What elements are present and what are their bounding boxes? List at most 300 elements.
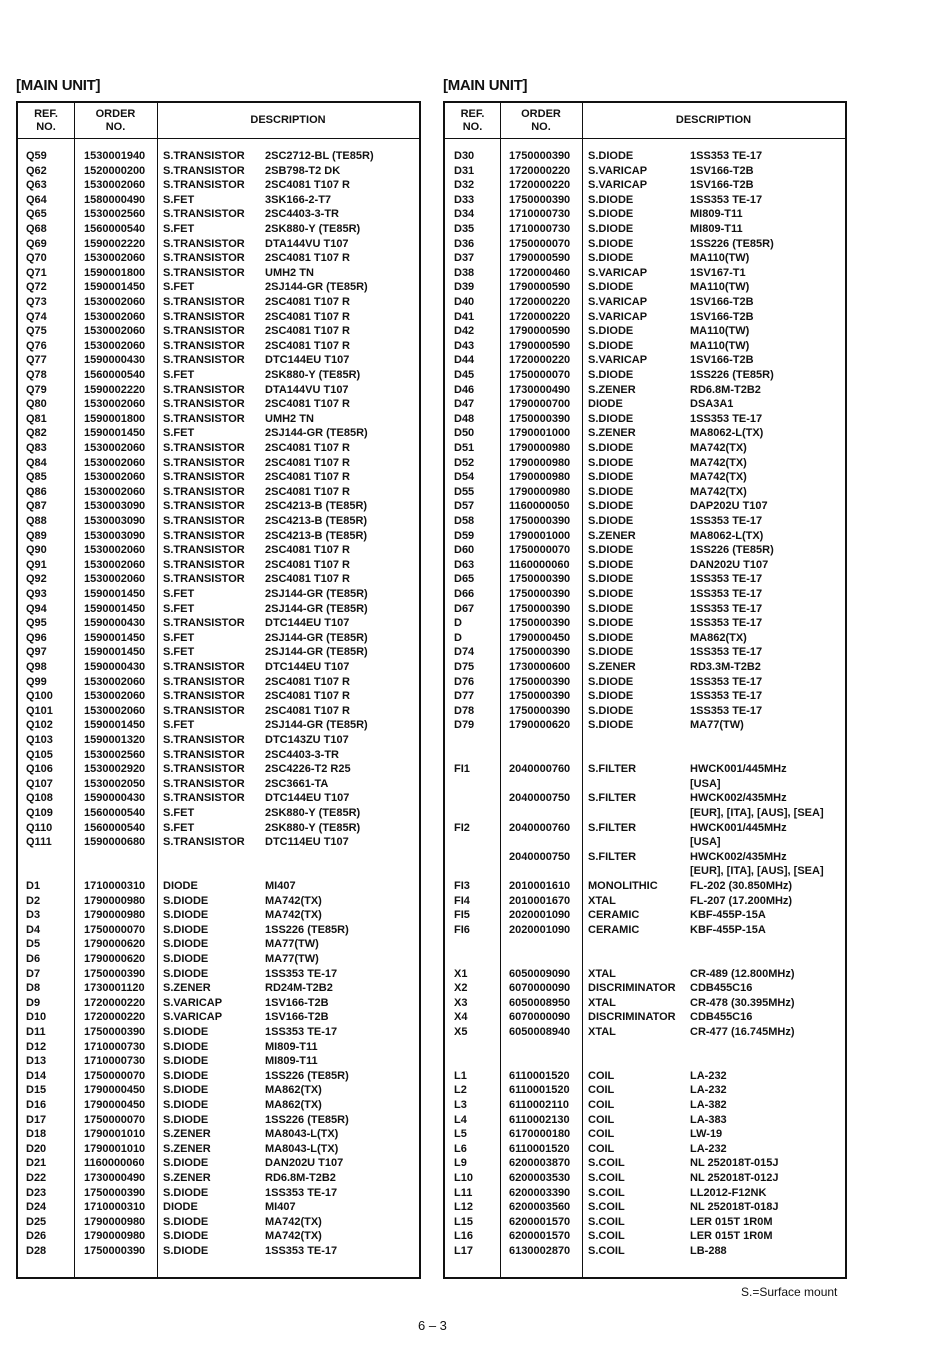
order-no-cell: 1560000540: [84, 821, 146, 834]
header-divider: [18, 138, 419, 139]
part-number-cell: MA77(TW): [690, 719, 744, 732]
ref-no-cell: L3: [454, 1099, 467, 1111]
ref-no-cell: D74: [454, 646, 475, 659]
table-row: [445, 514, 845, 529]
part-number-cell: UMH2 TN: [265, 266, 314, 279]
part-number-cell: 1SS226 (TE85R): [265, 1069, 349, 1082]
order-no-cell: 1590001320: [84, 734, 146, 746]
table-row: [445, 353, 845, 368]
part-type-cell: S.TRANSISTOR: [163, 515, 245, 527]
ref-no-cell: D54: [454, 471, 475, 484]
table-row: [18, 1127, 419, 1142]
part-number-cell: 1SS353 TE-17: [690, 617, 763, 630]
part-number-cell: MA8043-L(TX): [265, 1142, 339, 1155]
part-number-cell: MI809-T11: [265, 1040, 318, 1053]
order-no-cell: 1750000390: [509, 675, 571, 688]
order-no-cell: 1590000430: [84, 661, 146, 673]
part-number-cell: 1SS353 TE-17: [690, 150, 763, 162]
table-row: [445, 222, 845, 237]
order-no-cell: 1750000070: [84, 923, 146, 936]
order-no-cell: 1720000220: [509, 164, 571, 177]
order-no-cell: 2040000750: [509, 850, 571, 863]
order-no-cell: 1530002560: [84, 748, 146, 761]
order-no-cell: 1790001010: [84, 1128, 146, 1141]
part-number-cell: 1SS353 TE-17: [690, 412, 763, 425]
ref-no-cell: Q62: [26, 164, 47, 177]
part-type-cell: S.TRANSISTOR: [163, 164, 245, 177]
order-no-cell: 1750000390: [509, 690, 571, 703]
part-type-cell: S.DIODE: [163, 1186, 209, 1199]
ref-no-cell: Q101: [26, 704, 53, 717]
order-no-cell: 1590001800: [84, 412, 146, 425]
order-no-cell: 1530002060: [84, 325, 146, 338]
part-number-cell: 1SS226 (TE85R): [265, 1113, 349, 1126]
part-number-cell: [USA]: [690, 836, 721, 849]
order-no-cell: 2010001610: [509, 880, 571, 892]
table-row: [18, 353, 419, 368]
table-row: [445, 908, 845, 923]
order-no-cell: 1750000390: [509, 646, 571, 659]
order-no-cell: 6110001520: [509, 1142, 570, 1155]
ref-no-cell: Q88: [26, 515, 47, 527]
ref-no-cell: D16: [26, 1099, 47, 1111]
order-no-cell: 1790000980: [509, 456, 571, 469]
part-type-cell: S.COIL: [588, 1215, 625, 1228]
part-number-cell: 1SS353 TE-17: [690, 646, 763, 659]
part-type-cell: S.TRANSISTOR: [163, 442, 245, 454]
table-row: [445, 996, 845, 1011]
part-type-cell: DIODE: [163, 1201, 198, 1214]
part-number-cell: NL 252018T-018J: [690, 1201, 779, 1214]
order-no-cell: 1750000390: [509, 617, 571, 630]
ref-no-cell: D18: [26, 1128, 47, 1141]
part-type-cell: S.FET: [163, 193, 195, 206]
ref-no-cell: D77: [454, 690, 475, 703]
right-parts-table: [443, 101, 847, 1279]
ref-no-cell: D17: [26, 1113, 47, 1126]
part-type-cell: S.TRANSISTOR: [163, 325, 245, 338]
table-row: [18, 1229, 419, 1244]
part-type-cell: S.DIODE: [588, 544, 634, 557]
part-type-cell: S.DIODE: [588, 325, 634, 338]
order-no-cell: 1790000980: [509, 485, 571, 498]
part-type-cell: S.DIODE: [163, 1055, 209, 1068]
ref-no-cell: Q83: [26, 442, 47, 454]
part-type-cell: S.DIODE: [588, 208, 634, 221]
ref-no-cell: D44: [454, 354, 475, 367]
table-row: [445, 631, 845, 646]
order-no-cell: 1590000430: [84, 354, 146, 367]
order-no-cell: 1710000310: [84, 880, 146, 892]
order-no-cell: 1750000390: [84, 1245, 146, 1257]
order-no-cell: 1790001000: [509, 427, 571, 440]
part-number-cell: 2SJ144-GR (TE85R): [265, 588, 368, 600]
ref-no-cell: D47: [454, 398, 475, 411]
table-row: [445, 251, 845, 266]
table-row: [18, 499, 419, 514]
part-number-cell: LER 015T 1R0M: [690, 1230, 773, 1243]
part-type-cell: S.VARICAP: [588, 310, 648, 323]
table-row: [445, 894, 845, 909]
part-type-cell: S.TRANSISTOR: [163, 617, 245, 630]
order-no-cell: 1750000390: [84, 1186, 146, 1199]
part-type-cell: COIL: [588, 1128, 615, 1141]
order-no-cell: 1560000540: [84, 369, 146, 381]
order-no-cell: 1590001450: [84, 631, 146, 644]
part-type-cell: S.DIODE: [588, 675, 634, 688]
part-number-cell: 2SC4213-B (TE85R): [265, 500, 368, 513]
part-type-cell: S.DIODE: [588, 690, 634, 703]
table-row: [445, 178, 845, 193]
part-number-cell: 2SB798-T2 DK: [265, 164, 341, 177]
order-no-cell: 6200001570: [509, 1215, 571, 1228]
ref-no-cell: Q100: [26, 690, 53, 703]
table-row: [18, 1156, 419, 1171]
part-type-cell: COIL: [588, 1084, 615, 1097]
part-number-cell: 2SC4081 T107 R: [265, 544, 350, 557]
part-number-cell: 2SC4226-T2 R25: [265, 763, 351, 776]
table-row: [18, 222, 419, 237]
order-no-cell: 1790000590: [509, 325, 571, 338]
part-type-cell: S.FET: [163, 807, 195, 819]
part-type-cell: S.FET: [163, 588, 195, 600]
order-no-cell: 1720000460: [509, 266, 571, 279]
table-row: [445, 864, 845, 879]
order-no-cell: 1530003090: [84, 500, 146, 513]
part-type-cell: MONOLITHIC: [588, 880, 658, 892]
part-number-cell: 1SV166-T2B: [690, 179, 754, 192]
ref-no-cell: Q106: [26, 763, 53, 776]
table-row: [18, 426, 419, 441]
order-no-cell: 1530002060: [84, 179, 146, 192]
order-no-cell: 1790000450: [84, 1099, 146, 1111]
part-type-cell: S.FILTER: [588, 763, 637, 776]
part-number-cell: 2SJ144-GR (TE85R): [265, 646, 368, 659]
part-number-cell: RD24M-T2B2: [265, 982, 333, 995]
table-row: [445, 748, 845, 763]
part-number-cell: MI407: [265, 880, 296, 892]
ref-no-cell: Q87: [26, 500, 47, 513]
table-row: [18, 149, 419, 164]
part-number-cell: MA8062-L(TX): [690, 529, 764, 542]
table-row: [445, 456, 845, 471]
table-row: [445, 470, 845, 485]
part-number-cell: CR-489 (12.800MHz): [690, 967, 795, 980]
ref-no-cell: Q64: [26, 193, 47, 206]
ref-no-cell: D34: [454, 208, 475, 221]
order-no-cell: 1790000450: [84, 1084, 146, 1097]
order-no-header: [500, 103, 582, 138]
ref-no-cell: X5: [454, 1026, 468, 1038]
table-row: [445, 558, 845, 573]
part-number-cell: MA8043-L(TX): [265, 1128, 339, 1141]
table-row: [18, 879, 419, 894]
part-type-cell: S.FET: [163, 602, 195, 615]
part-number-cell: DAP202U T107: [690, 500, 768, 513]
order-no-cell: 1530002050: [84, 777, 146, 790]
right-panel-title: [MAIN UNIT]: [443, 77, 528, 94]
part-number-cell: 2SC4081 T107 R: [265, 325, 350, 338]
description-header: [157, 103, 419, 138]
part-type-cell: S.COIL: [588, 1230, 625, 1243]
ref-no-cell: Q107: [26, 777, 53, 790]
table-row: [18, 164, 419, 179]
ref-no-cell: D51: [454, 442, 475, 454]
part-number-cell: FL-202 (30.850MHz): [690, 880, 793, 892]
part-type-cell: S.FET: [163, 719, 195, 732]
ref-no-cell: D30: [454, 150, 475, 162]
table-row: [445, 1215, 845, 1230]
ref-no-cell: D25: [26, 1215, 47, 1228]
part-number-cell: 1SS353 TE-17: [690, 515, 763, 527]
part-number-cell: LW-19: [690, 1128, 723, 1141]
order-header-line2: NO.: [105, 120, 126, 133]
table-row: [18, 835, 419, 850]
ref-no-cell: D60: [454, 544, 475, 557]
part-type-cell: S.DIODE: [588, 237, 634, 250]
part-type-cell: S.FET: [163, 646, 195, 659]
part-number-cell: 1SS226 (TE85R): [690, 237, 774, 250]
table-row: [445, 237, 845, 252]
order-no-cell: 1530002060: [84, 690, 146, 703]
part-type-cell: XTAL: [588, 894, 616, 907]
table-row: [18, 1025, 419, 1040]
order-no-cell: 1590002220: [84, 237, 146, 250]
ref-no-cell: D10: [26, 1011, 47, 1024]
surface-mount-footnote: S.=Surface mount: [741, 1285, 838, 1299]
ref-no-cell: D32: [454, 179, 475, 192]
part-type-cell: S.TRANSISTOR: [163, 150, 245, 162]
part-type-cell: S.DIODE: [163, 1069, 209, 1082]
ref-no-cell: Q59: [26, 150, 47, 162]
part-type-cell: S.ZENER: [588, 427, 636, 440]
order-no-cell: 6050008940: [509, 1026, 571, 1038]
table-row: [18, 967, 419, 982]
part-number-cell: FL-207 (17.200MHz): [690, 894, 793, 907]
ref-no-cell: L6: [454, 1142, 467, 1155]
table-row: [445, 543, 845, 558]
table-row: [18, 631, 419, 646]
part-number-cell: [USA]: [690, 777, 721, 790]
part-type-cell: S.DIODE: [163, 1099, 209, 1111]
table-row: [445, 1098, 845, 1113]
order-no-cell: 6200003390: [509, 1186, 571, 1199]
table-row: [18, 718, 419, 733]
order-no-cell: 2040000760: [509, 763, 571, 776]
table-row: [18, 266, 419, 281]
table-row: [445, 1127, 845, 1142]
part-number-cell: 2SC4081 T107 R: [265, 573, 350, 586]
table-row: [18, 383, 419, 398]
ref-no-cell: L5: [454, 1128, 467, 1141]
part-type-cell: S.TRANSISTOR: [163, 310, 245, 323]
table-row: [445, 324, 845, 339]
part-type-cell: S.DIODE: [163, 938, 209, 951]
part-number-cell: NL 252018T-012J: [690, 1172, 779, 1184]
part-type-cell: S.VARICAP: [163, 1011, 223, 1024]
table-row: [18, 821, 419, 836]
table-row: [445, 280, 845, 295]
table-row: [18, 660, 419, 675]
part-number-cell: CDB455C16: [690, 982, 753, 995]
part-type-cell: S.DIODE: [588, 602, 634, 615]
order-no-cell: 1160000060: [84, 1157, 145, 1170]
part-number-cell: 2SC4081 T107 R: [265, 456, 350, 469]
order-no-cell: 1530003090: [84, 529, 146, 542]
ref-no-cell: Q71: [26, 266, 47, 279]
order-no-cell: 6130002870: [509, 1245, 571, 1257]
part-number-cell: MI809-T11: [265, 1055, 318, 1068]
order-no-cell: 6070000090: [509, 982, 571, 995]
part-number-cell: 1SS353 TE-17: [265, 967, 338, 980]
table-row: [18, 1142, 419, 1157]
part-type-cell: S.TRANSISTOR: [163, 792, 245, 805]
part-number-cell: 1SS353 TE-17: [265, 1245, 338, 1257]
part-type-cell: S.DIODE: [588, 500, 634, 513]
part-number-cell: CR-477 (16.745MHz): [690, 1026, 795, 1038]
part-type-cell: S.FILTER: [588, 821, 637, 834]
table-row: [18, 1215, 419, 1230]
part-type-cell: S.TRANSISTOR: [163, 208, 245, 221]
order-no-cell: 1790000980: [509, 471, 571, 484]
part-number-cell: DAN202U T107: [265, 1157, 344, 1170]
ref-no-cell: X3: [454, 996, 468, 1009]
table-row: [445, 295, 845, 310]
ref-no-cell: L16: [454, 1230, 473, 1243]
order-no-cell: 1590002220: [84, 383, 146, 396]
ref-no-cell: FI5: [454, 909, 470, 922]
table-row: [18, 864, 419, 879]
description-header: [582, 103, 845, 138]
table-row: [445, 850, 845, 865]
order-no-cell: 6110002130: [509, 1113, 570, 1126]
part-number-cell: DTC144EU T107: [265, 354, 350, 367]
part-type-cell: S.VARICAP: [163, 996, 223, 1009]
ref-no-cell: Q105: [26, 748, 53, 761]
table-row: [445, 149, 845, 164]
table-row: [445, 441, 845, 456]
table-row: [445, 207, 845, 222]
order-header-line2: NO.: [531, 120, 551, 133]
part-number-cell: KBF-455P-15A: [690, 923, 766, 936]
part-type-cell: S.COIL: [588, 1245, 625, 1257]
part-type-cell: S.COIL: [588, 1186, 625, 1199]
part-number-cell: 2SC3661-TA: [265, 777, 329, 790]
ref-no-cell: D3: [26, 909, 41, 922]
part-number-cell: 2SK880-Y (TE85R): [265, 223, 361, 235]
ref-no-cell: D58: [454, 515, 475, 527]
order-no-cell: 1530002060: [84, 573, 146, 586]
order-no-cell: 1530002060: [84, 544, 146, 557]
part-number-cell: 1SS226 (TE85R): [690, 544, 774, 557]
ref-no-cell: D50: [454, 427, 475, 440]
part-type-cell: S.TRANSISTOR: [163, 266, 245, 279]
part-type-cell: S.DIODE: [588, 631, 634, 644]
part-type-cell: S.TRANSISTOR: [163, 573, 245, 586]
part-type-cell: S.DIODE: [588, 369, 634, 381]
part-number-cell: 2SC4081 T107 R: [265, 558, 350, 571]
ref-no-cell: Q90: [26, 544, 47, 557]
ref-no-cell: D33: [454, 193, 475, 206]
order-no-cell: 1730000490: [84, 1172, 146, 1184]
part-type-cell: S.TRANSISTOR: [163, 485, 245, 498]
ref-no-cell: D42: [454, 325, 475, 338]
ref-no-cell: Q73: [26, 296, 47, 308]
ref-no-cell: Q79: [26, 383, 47, 396]
order-no-cell: 1750000070: [509, 369, 571, 381]
ref-header-line2: NO.: [462, 120, 483, 133]
order-no-cell: 2020001090: [509, 909, 571, 922]
table-row: [18, 645, 419, 660]
table-row: [18, 558, 419, 573]
part-number-cell: MI809-T11: [690, 208, 743, 221]
order-no-cell: 2020001090: [509, 923, 571, 936]
part-type-cell: S.FET: [163, 223, 195, 235]
order-no-cell: 1750000390: [509, 573, 571, 586]
part-number-cell: RD6.8M-T2B2: [265, 1172, 336, 1184]
table-row: [18, 324, 419, 339]
description-header-label: DESCRIPTION: [675, 114, 752, 126]
table-row: [18, 251, 419, 266]
order-no-cell: 1530002060: [84, 296, 146, 308]
table-row: [445, 485, 845, 500]
order-no-cell: 1590001450: [84, 646, 146, 659]
part-number-cell: 2SC4081 T107 R: [265, 310, 350, 323]
part-number-cell: HWCK001/445MHz: [690, 821, 787, 834]
table-row: [18, 368, 419, 383]
table-row: [18, 675, 419, 690]
table-row: [18, 602, 419, 617]
table-row: [18, 470, 419, 485]
table-row: [18, 952, 419, 967]
ref-no-cell: Q110: [26, 821, 53, 834]
ref-no-cell: D11: [26, 1026, 46, 1038]
left-panel-title: [MAIN UNIT]: [16, 77, 101, 94]
table-row: [18, 762, 419, 777]
ref-no-cell: D63: [454, 558, 475, 571]
table-row: [445, 572, 845, 587]
part-number-cell: 1SV167-T1: [690, 266, 746, 279]
order-no-cell: 1160000050: [509, 500, 570, 513]
ref-no-cell: D21: [26, 1157, 47, 1170]
table-row: [18, 339, 419, 354]
ref-no-cell: Q85: [26, 471, 47, 484]
part-number-cell: MA110(TW): [690, 325, 750, 338]
table-row: [18, 441, 419, 456]
part-number-cell: 1SS353 TE-17: [690, 573, 763, 586]
order-no-cell: 1750000390: [509, 515, 571, 527]
order-no-cell: 1730000490: [509, 383, 571, 396]
ref-no-cell: D12: [26, 1040, 47, 1053]
table-row: [18, 456, 419, 471]
order-no-cell: 1530002560: [84, 208, 146, 221]
order-no-cell: 1750000390: [509, 704, 571, 717]
ref-no-cell: Q102: [26, 719, 53, 732]
part-number-cell: DTC144EU T107: [265, 792, 350, 805]
ref-no-cell: Q68: [26, 223, 47, 235]
part-type-cell: S.TRANSISTOR: [163, 412, 245, 425]
ref-no-cell: Q78: [26, 369, 47, 381]
part-type-cell: S.DIODE: [163, 953, 209, 965]
part-number-cell: MA742(TX): [265, 894, 322, 907]
part-type-cell: S.DIODE: [588, 456, 634, 469]
part-number-cell: MA110(TW): [690, 252, 750, 265]
table-row: [18, 295, 419, 310]
ref-no-cell: L17: [454, 1245, 473, 1257]
part-type-cell: S.DIODE: [588, 442, 634, 454]
order-no-cell: 1750000390: [509, 602, 571, 615]
ref-no-cell: Q108: [26, 792, 53, 805]
